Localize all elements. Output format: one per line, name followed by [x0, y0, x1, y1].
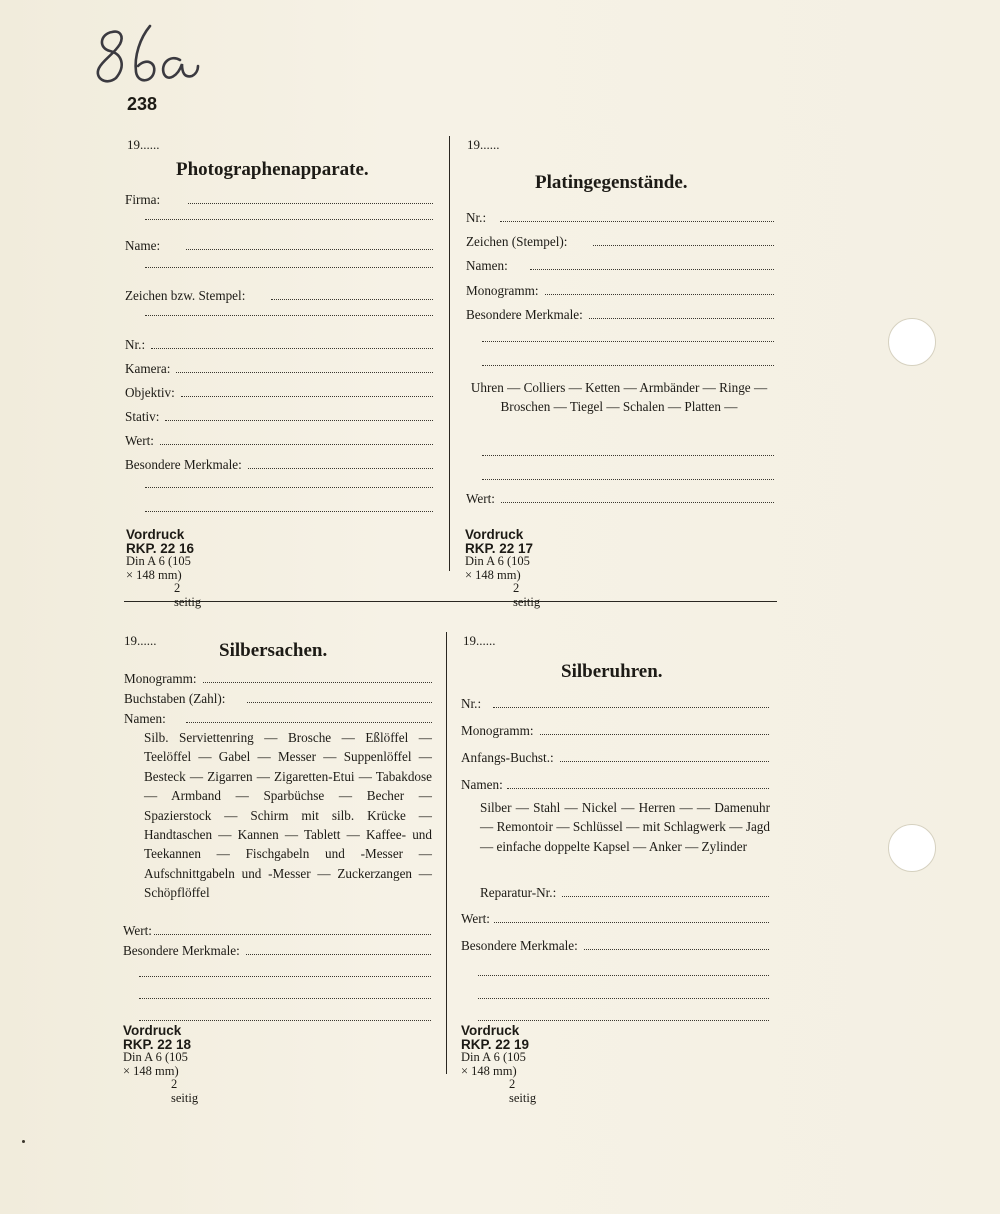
field-zeichen[interactable]: Zeichen bzw. Stempel: [125, 288, 433, 305]
field-wert[interactable]: Wert: [123, 923, 431, 940]
row-divider [124, 601, 777, 602]
merkmale-line4[interactable] [139, 1019, 431, 1021]
field-nr[interactable]: Nr.: [461, 696, 769, 713]
handwritten-note [90, 20, 200, 90]
items-list: Silb. Serviettenring — Brosche — Eßlöffel — Teelöffel — Gabel — Messer — Suppenlöffel — Besteck — Zigarren — Zigaretten-Etui — Tabakdose — Armband — Sparbüchse — Becher — Spazierstock — Schirm mit silb. Krücke — Handtaschen — Kannen — Tablett — Kaffee- und Teekannen — Fischgabeln und -Messer — Aufschnittgabeln und -Messer — Zuckerzangen — Schöpflöffel [144, 730, 432, 901]
merkmale-line3[interactable] [478, 997, 769, 999]
field-namen[interactable]: Namen: [461, 777, 769, 794]
field-firma-line2[interactable] [145, 218, 433, 220]
field-reparatur-nr[interactable]: Reparatur-Nr.: [480, 885, 769, 902]
items-line1[interactable] [482, 454, 774, 456]
ink-speck [22, 1140, 25, 1143]
form-footer: Vordruck RKP. 22 18 Din A 6 (105 × 148 mm) 2 seitig [123, 1023, 199, 1105]
field-monogramm[interactable]: Monogramm: [461, 723, 769, 740]
items-list: Uhren — Colliers — Ketten — Armbänder — Ringe — Broschen — Tiegel — Schalen — Platten — [470, 380, 768, 415]
year-field: 19...... [463, 633, 496, 648]
field-stativ[interactable]: Stativ: [125, 409, 433, 426]
binder-hole-lower [888, 824, 936, 872]
card-title: Silbersachen. [219, 640, 328, 661]
field-besondere-merkmale[interactable]: Besondere Merkmale: [461, 938, 769, 955]
field-besondere-merkmale[interactable]: Besondere Merkmale: [466, 307, 774, 324]
column-divider-bottom [446, 632, 447, 1074]
column-divider-top [449, 136, 450, 571]
field-besondere-merkmale[interactable]: Besondere Merkmale: [125, 457, 433, 474]
merkmale-line2[interactable] [482, 340, 774, 342]
merkmale-line2[interactable] [139, 975, 431, 977]
field-name-line2[interactable] [145, 266, 433, 268]
card-title: Platingegenstände. [535, 172, 688, 193]
merkmale-line2[interactable] [478, 974, 769, 976]
field-name[interactable]: Name: [125, 238, 433, 255]
form-footer: Vordruck RKP. 22 19 Din A 6 (105 × 148 mm) 2 seitig [461, 1023, 537, 1105]
field-namen[interactable]: Namen: [466, 258, 774, 275]
year-field: 19...... [467, 137, 500, 152]
field-wert[interactable]: Wert: [461, 911, 769, 928]
field-zeichen[interactable]: Zeichen (Stempel): [466, 234, 774, 251]
field-zeichen-line2[interactable] [145, 314, 433, 316]
binder-hole-upper [888, 318, 936, 366]
card-title: Photographenapparate. [176, 159, 369, 180]
field-buchstaben[interactable]: Buchstaben (Zahl): [124, 691, 432, 708]
field-wert[interactable]: Wert: [125, 433, 433, 450]
field-nr[interactable]: Nr.: [125, 337, 433, 354]
form-footer: Vordruck RKP. 22 16 Din A 6 (105 × 148 mm) 2 seitig [126, 527, 202, 609]
field-besondere-merkmale[interactable]: Besondere Merkmale: [123, 943, 431, 960]
merkmale-line3[interactable] [145, 510, 433, 512]
field-kamera[interactable]: Kamera: [125, 361, 433, 378]
field-wert[interactable]: Wert: [466, 491, 774, 508]
field-firma[interactable]: Firma: [125, 192, 433, 209]
form-footer: Vordruck RKP. 22 17 Din A 6 (105 × 148 mm) 2 seitig [465, 527, 541, 609]
field-anfangs-buchst[interactable]: Anfangs-Buchst.: [461, 750, 769, 767]
merkmale-line3[interactable] [482, 364, 774, 366]
items-line2[interactable] [482, 478, 774, 480]
year-field: 19...... [124, 633, 157, 648]
field-namen[interactable]: Namen: [124, 711, 432, 728]
field-monogramm[interactable]: Monogramm: [124, 671, 432, 688]
field-monogramm[interactable]: Monogramm: [466, 283, 774, 300]
merkmale-line4[interactable] [478, 1019, 769, 1021]
year-field: 19...... [127, 137, 160, 152]
page-number: 238 [127, 94, 158, 114]
card-title: Silberuhren. [561, 661, 663, 682]
merkmale-line2[interactable] [145, 486, 433, 488]
items-list: Silber — Stahl — Nickel — Herren — — Damenuhr — Remontoir — Schlüssel — mit Schlagwerk — Jagd — einfache doppelte Kapsel — Anker — Zylinder [480, 800, 770, 854]
merkmale-line3[interactable] [139, 997, 431, 999]
field-objektiv[interactable]: Objektiv: [125, 385, 433, 402]
field-nr[interactable]: Nr.: [466, 210, 774, 227]
